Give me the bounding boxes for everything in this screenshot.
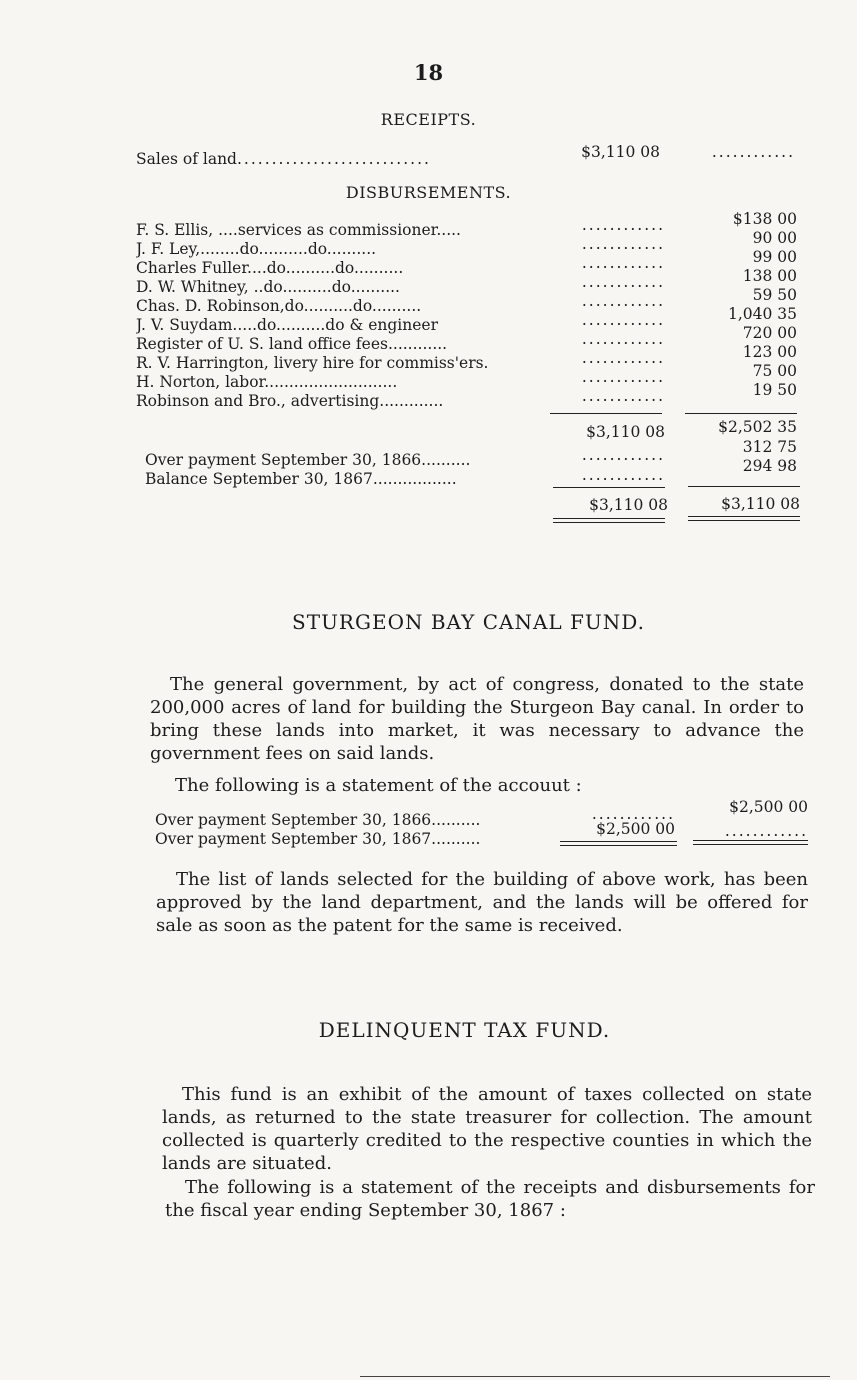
- delinquent-paragraph-2: The following is a statement of the receipts and disbursements for the fiscal year ending September 30, 1867 :: [165, 1177, 815, 1221]
- disbursement-dot-leader: ............: [581, 330, 665, 348]
- sturgeon-overpayment-1867-amount: $2,500 00: [596, 820, 675, 838]
- disbursement-label: H. Norton, labor...........................: [136, 373, 398, 391]
- sturgeon-double-rule-right: [693, 840, 808, 845]
- disbursement-dot-leader: ............: [581, 349, 665, 367]
- sales-label-text: Sales of land: [136, 150, 237, 168]
- disbursement-amount: 123 00: [742, 343, 797, 361]
- disbursement-label: Charles Fuller....do..........do..........: [136, 259, 404, 277]
- disbursement-label: Register of U. S. land office fees............: [136, 335, 448, 353]
- total-rule-right: [688, 486, 800, 487]
- disbursement-dot-leader: ............: [581, 292, 665, 310]
- subtotal-receipts: $3,110 08: [586, 423, 665, 441]
- sturgeon-paragraph-1: The general government, by act of congress, donated to the state 200,000 acres of land for building the Sturgeon Bay canal. In order to bring these lands into market, it was necessary to advance the government fees on said lands.: [150, 674, 804, 764]
- sturgeon-overpayment-1867-label: Over payment September 30, 1867..........: [155, 830, 481, 848]
- disbursement-amount: 75 00: [752, 362, 797, 380]
- sturgeon-double-rule-left: [560, 841, 677, 846]
- balance-1867-label: Balance September 30, 1867.................: [145, 470, 457, 488]
- disbursement-dot-leader: ............: [581, 387, 665, 405]
- disbursement-label: D. W. Whitney, ..do..........do..........: [136, 278, 400, 296]
- disbursement-dot-leader: ............: [581, 254, 665, 272]
- disbursement-dot-leader: ............: [581, 216, 665, 234]
- sturgeon-overpayment-1866-label: Over payment September 30, 1866..........: [155, 811, 481, 829]
- subtotal-disbursed: $2,502 35: [718, 418, 797, 436]
- total-right: $3,110 08: [721, 495, 800, 513]
- delinquent-heading: DELINQUENT TAX FUND.: [318, 1018, 611, 1042]
- sturgeon-1866-dots: ............: [591, 805, 675, 823]
- total-rule-left: [553, 487, 665, 488]
- disbursement-label: F. S. Ellis, ....services as commissioner.....: [136, 221, 461, 239]
- disbursement-dot-leader: ............: [581, 368, 665, 386]
- disbursement-dot-leader: ............: [581, 311, 665, 329]
- sturgeon-heading: STURGEON BAY CANAL FUND.: [292, 610, 645, 634]
- disbursements-heading: DISBURSEMENTS.: [345, 183, 512, 202]
- disbursement-label: J. F. Ley,........do..........do..........: [136, 240, 377, 258]
- disbursement-dot-leader: ............: [581, 273, 665, 291]
- disbursement-amount: 1,040 35: [727, 305, 797, 323]
- disbursement-amount: $138 00: [732, 210, 797, 228]
- sturgeon-paragraph-2: The following is a statement of the accouut :: [175, 775, 582, 796]
- disbursement-amount: 59 50: [752, 286, 797, 304]
- disbursement-amount: 90 00: [752, 229, 797, 247]
- disbursement-label: Chas. D. Robinson,do..........do..........: [136, 297, 422, 315]
- total-left: $3,110 08: [589, 496, 668, 514]
- balance-1867-dots: ............: [581, 466, 665, 484]
- subtotal-rule-right: [685, 413, 797, 414]
- sales-right-dots: ............: [711, 143, 795, 161]
- total-double-rule-right: [688, 516, 800, 521]
- page-number: 18: [413, 60, 444, 85]
- disbursement-label: Robinson and Bro., advertising.............: [136, 392, 444, 410]
- disbursement-label: J. V. Suydam.....do..........do & engineer: [136, 316, 438, 334]
- disbursement-amount: 720 00: [742, 324, 797, 342]
- overpayment-1866-label: Over payment September 30, 1866..........: [145, 451, 471, 469]
- disbursement-dot-leader: ............: [581, 235, 665, 253]
- subtotal-rule-left: [550, 413, 662, 414]
- overpayment-1866-amount: 312 75: [742, 438, 797, 456]
- balance-1867-amount: 294 98: [742, 457, 797, 475]
- sturgeon-overpayment-1866-amount: $2,500 00: [729, 798, 808, 816]
- sturgeon-1867-dots: ............: [724, 822, 808, 840]
- disbursement-amount: 19 50: [752, 381, 797, 399]
- sales-dot-leader: ............................: [236, 150, 431, 168]
- disbursement-amount: 99 00: [752, 248, 797, 266]
- sturgeon-paragraph-3: The list of lands selected for the building of above work, has been approved by the land department, and the lands will be offered for sale as soon as the patent for the same is received.: [156, 869, 808, 936]
- page-bottom-rule: [360, 1376, 830, 1377]
- overpayment-1866-dots: ............: [581, 446, 665, 464]
- total-double-rule-left: [553, 518, 665, 523]
- receipts-heading: RECEIPTS.: [380, 110, 477, 129]
- disbursement-amount: 138 00: [742, 267, 797, 285]
- sales-of-land-label: [136, 150, 536, 168]
- delinquent-paragraph-1: This fund is an exhibit of the amount of taxes collected on state lands, as returned to the state treasurer for collection. The amount collected is quarterly credited to the respective counties in which the lands are situated.: [162, 1084, 812, 1174]
- disbursement-label: R. V. Harrington, livery hire for commiss'ers.: [136, 354, 489, 372]
- sales-of-land-amount: $3,110 08: [581, 143, 660, 161]
